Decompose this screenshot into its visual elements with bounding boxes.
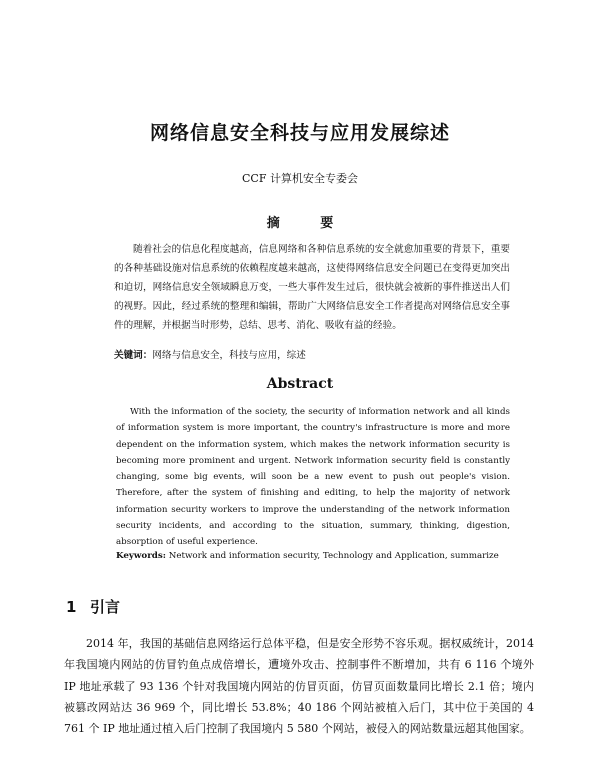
abstract-text-cn: 随着社会的信息化程度越高，信息网络和各种信息系统的安全就愈加重要的背景下，重要的各种基础设施对信息系统的依赖程度越来越高，这使得网络信息安全问题已在变得更加突出和迫切，网络信息安全领域瞬息万变，一些大事件发生过后，很快就会被新的事件推送出人们的视野。因此，经过系统的整理和编辑，帮助广大网络信息安全工作者提高对网络信息安全事件的理解，并根据当时形势，总结、思考、消化、吸收有益的经验。 [114,244,510,331]
section-number: 1 [66,598,77,616]
keywords-value-en: Network and information security, Technology and Application, summarize [168,551,499,561]
abstract-heading-cn: 摘 要 [266,216,352,231]
keywords-en [116,548,510,564]
abstract-text-en: With the information of the society, the security of information network and all kinds of information system is more important, the country's infrastructure is more and more dependent on the information system, which makes the network information security is becoming more prominent and urgent. Network information security field is constantly changing, some big events, will soon be a new event to push out people's vision. Therefore, after the system of finishing and editing, to help the majority of network information security workers to improve the understanding of the network information security incidents, and according to the situation, summary, thinking, digestion, absorption of useful experience. [116,407,510,548]
section-body-text: 2014 年，我国的基础信息网络运行总体平稳，但是安全形势不容乐观。据权威统计，2014 年我国境内网站的仿冒钓鱼点成倍增长，遭境外攻击、控制事件不断增加，共有 6 116 个境外 IP 地址承载了 93 136 个针对我国境内网站的仿冒页面，仿冒页面数量同比增长 2.1 倍；境内被篡改网站达 36 969 个，同比增长 53.8%；40 186 个网站被植入后门，其中位于美国的 4 761 个 IP 地址通过植入后门控制了我国境内 5 580 个网站，被侵入的网站数量远超其他国家。 [64,637,534,736]
section-title: 引言 [90,598,121,616]
keywords-label-en: Keywords: [116,551,166,561]
keywords-value-cn: 网络与信息安全，科技与应用，综述 [152,350,306,361]
keywords-cn [114,346,510,365]
keywords-label-cn: 关键词： [114,350,153,361]
section-heading [66,596,120,617]
paper-title: 网络信息安全科技与应用发展综述 [149,122,450,144]
author-line: CCF 计算机安全专委会 [242,172,358,185]
abstract-heading-en: Abstract [266,376,334,392]
